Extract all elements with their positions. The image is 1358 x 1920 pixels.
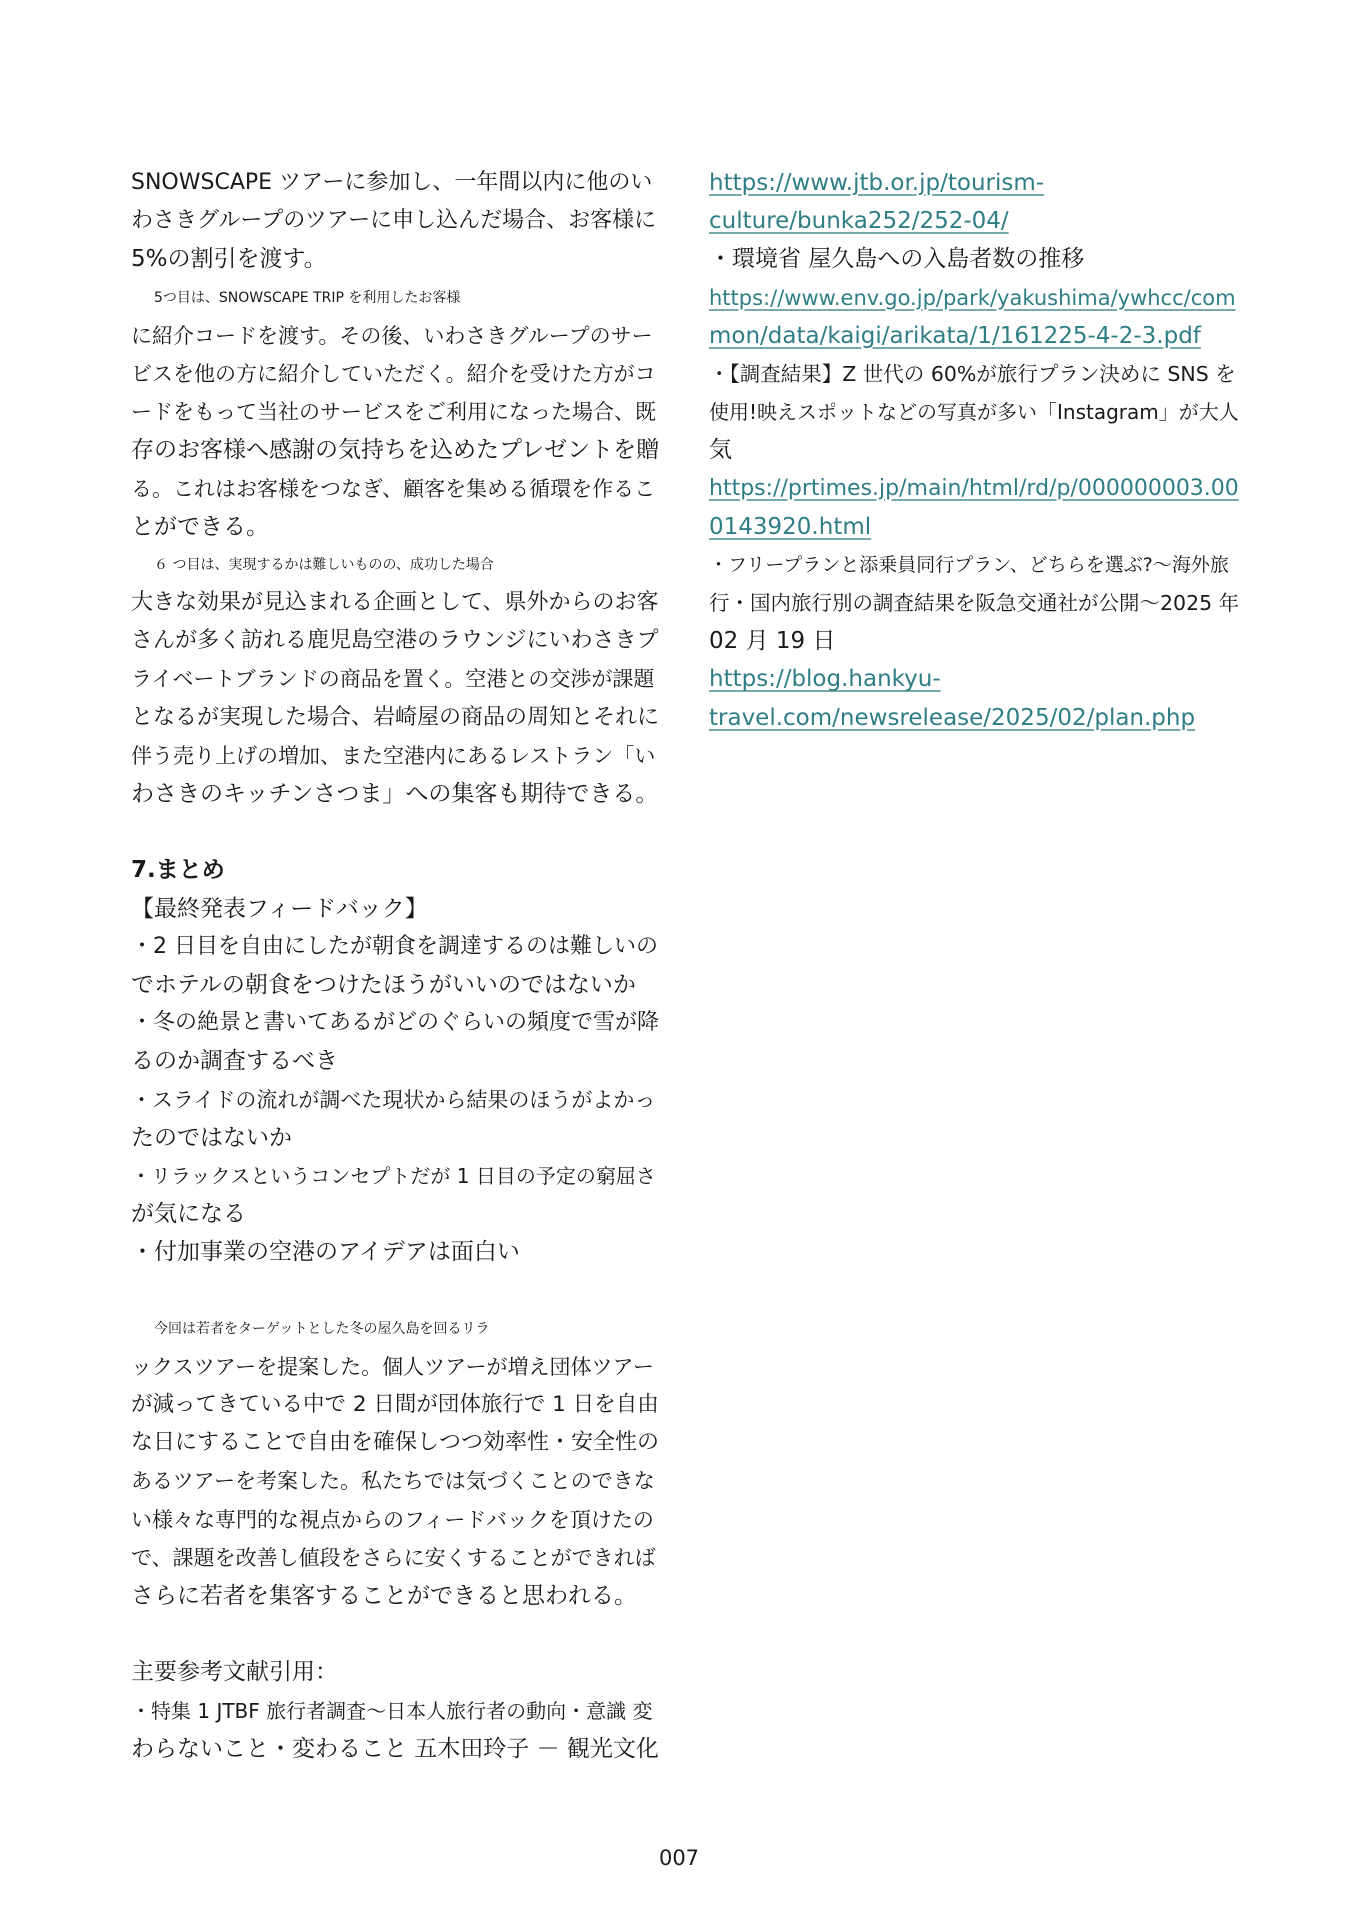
list-item: ・冬の絶景と書いてあるがどのぐらいの頻度で雪が降 (131, 1010, 660, 1036)
spacer (131, 1615, 661, 1653)
text-line: 大きな効果が見込まれる企画として、県外からのお客 (131, 590, 659, 616)
spacer (131, 813, 661, 851)
text-line: あるツアーを考案した。私たちでは気づくことのできな (131, 1469, 655, 1494)
right-column (709, 164, 1239, 737)
text-line: さんが多く訪れる鹿児島空港のラウンジにいわさきプ (131, 628, 659, 654)
list-item: るのか調査するべき (131, 1048, 338, 1075)
section-heading: 7.まとめ (131, 857, 225, 884)
list-item: ・リラックスというコンセプトだが 1 日目の予定の窮屈さ (131, 1163, 656, 1188)
reference-item: 02 月 19 日 (709, 628, 836, 655)
reference-link[interactable]: https://www.env.go.jp/park/yakushima/ywhcc/com (709, 285, 1236, 310)
text-line: な日にすることで自由を確保しつつ効率性・安全性の (131, 1430, 660, 1456)
text-line: わさきのキッチンさつま」への集客も期待できる。 (131, 781, 659, 807)
text-line: ードをもって当社のサービスをご利用になった場合、既 (131, 400, 656, 425)
reference-link[interactable]: 0143920.html (709, 513, 872, 540)
reference-link[interactable]: travel.com/newsrelease/2025/02/plan.php (709, 704, 1196, 731)
page-number: 007 (658, 1846, 700, 1870)
spacer (131, 1271, 661, 1309)
feedback-heading: 【最終発表フィードバック】 (131, 895, 428, 922)
text-line: で、課題を改善し値段をさらに安くすることができれば (131, 1545, 656, 1570)
text-line: ックスツアーを提案した。個人ツアーが増え団体ツアー (131, 1354, 654, 1379)
reference-link[interactable]: https://prtimes.jp/main/html/rd/p/000000003.00 (709, 475, 1239, 501)
paragraph-airport-lounge (131, 546, 661, 813)
list-item: ・スライドの流れが調べた現状から結果のほうがよかっ (131, 1087, 656, 1112)
text-line: に紹介コードを渡す。その後、いわさきグループのサー (131, 323, 653, 348)
feedback-list (131, 928, 661, 1272)
reference-link[interactable]: culture/bunka252/252-04/ (709, 208, 1009, 235)
text-line: さらに若者を集客することができると思われる。 (131, 1582, 637, 1609)
text-line: とができる。 (131, 513, 269, 540)
text-line: 5つ目は、SNOWSCAPE TRIP を利用したお客様 (154, 289, 461, 306)
text-line: る。これはお客様をつなぎ、顧客を集める循環を作るこ (131, 476, 656, 501)
list-item: が気になる (131, 1201, 246, 1228)
reference-item: ・特集 1 JTBF 旅行者調査～日本人旅行者の動向・意識 変 (131, 1698, 653, 1723)
text-line: 存のお客様へ感謝の気持ちを込めたプレゼントを贈 (131, 437, 660, 464)
list-item: ・2 日目を自由にしたが朝食を調達するのは難しいの (131, 933, 658, 959)
reference-item: 気 (709, 437, 732, 464)
text-line: い様々な専門的な視点からのフィードバックを頂けたの (131, 1507, 654, 1532)
reference-item: わらないこと・変わること 五木田玲子 － 観光文化 (131, 1735, 659, 1762)
text-line: 今回は若者をターゲットとした冬の屋久島を回るリラ (154, 1320, 490, 1337)
reference-item: ・フリープランと添乗員同行プラン、どちらを選ぶ?～海外旅 (709, 553, 1229, 576)
references-heading: 主要参考文献引用： (131, 1659, 338, 1686)
list-item: でホテルの朝食をつけたほうがいいのではないか (131, 971, 636, 998)
text-line: となるが実現した場合、岩崎屋の商品の周知とそれに (131, 704, 660, 730)
reference-link[interactable]: https://blog.hankyu- (709, 666, 941, 693)
text-line: が減ってきている中で 2 日間が団体旅行で 1 日を自由 (131, 1392, 659, 1417)
paragraph-discount (131, 164, 661, 279)
paragraph-referral-code (131, 279, 661, 546)
text-line: ライベートブランドの商品を置く。空港との交渉が課題 (131, 667, 655, 692)
text-line: わさきグループのツアーに申し込んだ場合、お客様に (131, 208, 657, 234)
text-line: 5%の割引を渡す。 (131, 246, 327, 273)
reference-item: ・環境省 屋久島への入島者数の推移 (709, 246, 1085, 273)
reference-item: 行・国内旅行別の調査結果を阪急交通社が公開～2025 年 (709, 591, 1240, 616)
list-item: たのではないか (131, 1124, 292, 1151)
reference-item: ・【調査結果】Z 世代の 60%が旅行プラン決めに SNS を (709, 361, 1236, 386)
left-column (131, 164, 661, 1768)
text-line: ビスを他の方に紹介していただく。紹介を受けた方がコ (131, 361, 656, 386)
text-line: ６ つ目は、実現するかは難しいものの、成功した場合 (154, 556, 494, 573)
text-line: 伴う売り上げの増加、また空港内にあるレストラン「い (131, 743, 656, 768)
list-item: ・付加事業の空港のアイデアは面白い (131, 1239, 520, 1266)
text-line: SNOWSCAPE ツアーに参加し、一年間以内に他のい (131, 170, 653, 195)
paragraph-summary (131, 1310, 661, 1616)
reference-item: 使用!映えスポットなどの写真が多い「Instagram」が大人 (709, 400, 1239, 425)
reference-link[interactable]: https://www.jtb.or.jp/tourism- (709, 170, 1045, 196)
reference-link[interactable]: mon/data/kaigi/arikata/1/161225-4-2-3.pdf (709, 322, 1201, 349)
